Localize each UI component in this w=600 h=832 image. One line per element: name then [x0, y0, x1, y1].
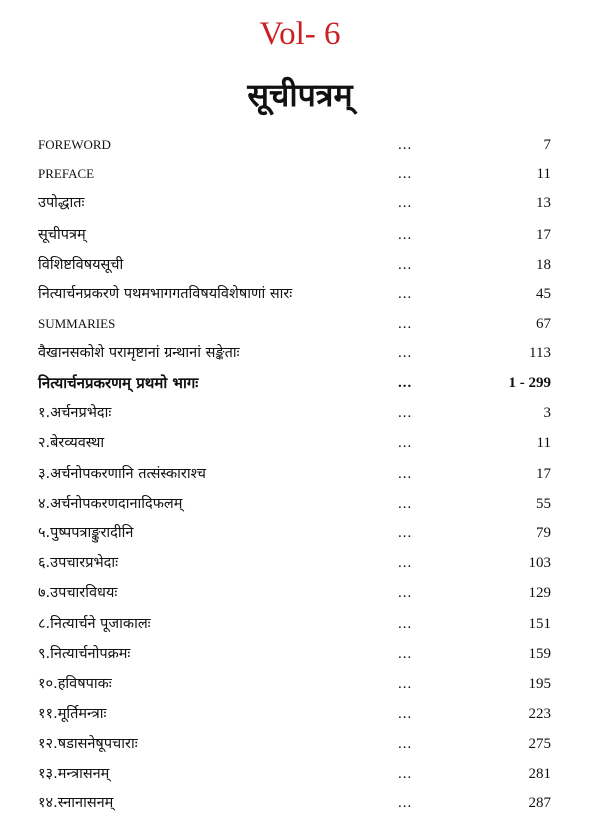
toc-entry — [0, 550, 600, 576]
toc-entry-page: 159 — [528, 646, 551, 662]
toc-entry-title: २.बेरव्यवस्था — [38, 435, 105, 451]
toc-entry-title: उपोद्धातः — [38, 195, 85, 211]
toc-entry-page: 13 — [536, 195, 551, 211]
toc-entry-title: ११.मूर्तिमन्त्राः — [38, 706, 107, 722]
toc-entry-title: PREFACE — [38, 166, 95, 181]
toc-entry-leader: ... — [398, 736, 413, 752]
toc-entry-leader: ... — [398, 555, 413, 571]
toc-entry-page: 103 — [528, 555, 551, 571]
toc-entry-leader: ... — [398, 195, 413, 211]
toc-entry-title: नित्यार्चनप्रकरणम् प्रथमो भागः — [38, 374, 199, 392]
toc-entry-title: १२.षडासनेषूपचाराः — [38, 736, 138, 752]
toc-section-heading — [0, 370, 600, 396]
toc-entry-leader: ... — [398, 616, 413, 632]
toc-entry-title: १४.स्नानासनम् — [38, 795, 114, 811]
toc-entry-title: नित्यार्चनप्रकरणे पथमभागगतविषयविशेषाणां सारः — [38, 286, 293, 302]
toc-entry-leader: ... — [398, 137, 413, 153]
volume-title: Vol- 6 — [259, 16, 341, 52]
toc-entry-page: 113 — [529, 345, 551, 361]
toc-entry — [0, 340, 600, 366]
toc-entry — [0, 491, 600, 517]
toc-entry-page: 55 — [536, 496, 551, 512]
toc-entry — [0, 281, 600, 307]
toc-entry — [0, 430, 600, 456]
toc-entry-page: 275 — [528, 736, 551, 752]
toc-entry-leader: ... — [398, 466, 413, 482]
toc-entry — [0, 611, 600, 637]
toc-entry-title: FOREWORD — [38, 137, 111, 152]
toc-entry-title: ७.उपचारविधयः — [38, 585, 118, 601]
toc-entry-title: SUMMARIES — [38, 316, 116, 331]
toc-entry — [0, 400, 600, 426]
toc-entry-page: 223 — [528, 706, 551, 722]
toc-entry — [0, 790, 600, 816]
toc-entry-title: ३.अर्चनोपकरणानि तत्संस्काराश्च — [38, 466, 206, 482]
page-heading: सूचीपत्रम् — [247, 76, 353, 114]
toc-entry-page: 79 — [536, 525, 551, 541]
toc-entry-leader: ... — [398, 496, 413, 512]
toc-entry-page: 11 — [536, 435, 551, 451]
toc-entry-title: ९.नित्यार्चनोपक्रमः — [38, 646, 131, 662]
toc-entry-page: 129 — [528, 585, 551, 601]
toc-entry — [0, 641, 600, 667]
toc-entry-page: 195 — [528, 676, 551, 692]
toc-entry-leader: ... — [398, 166, 413, 182]
toc-entry — [0, 731, 600, 757]
toc-entry-leader: ... — [398, 646, 413, 662]
toc-entry-page: 11 — [536, 166, 551, 182]
toc-entry-leader: ... — [398, 227, 413, 243]
toc-entry-leader: ... — [398, 286, 413, 302]
toc-entry-page: 281 — [528, 766, 551, 782]
toc-entry-title: ५.पुष्पपत्राङ्कुरादीनि — [38, 525, 134, 541]
toc-entry — [0, 580, 600, 606]
toc-entry-page: 3 — [543, 405, 551, 421]
toc-entry-page: 287 — [528, 795, 551, 811]
toc-entry-page: 18 — [536, 257, 551, 273]
toc-entry-title: सूचीपत्रम् — [38, 227, 86, 243]
toc-entry-leader: ... — [398, 375, 413, 391]
toc-entry-title: वैखानसकोशे परामृष्टानां ग्रन्थानां सङ्केताः — [38, 345, 240, 361]
toc-entry-page: 67 — [536, 316, 551, 332]
toc-entry-title: ८.नित्यार्चने पूजाकालः — [38, 616, 151, 632]
toc-entry-page: 7 — [543, 137, 551, 153]
toc-entry — [0, 161, 600, 187]
toc-entry-leader: ... — [398, 257, 413, 273]
toc-entry-title: ४.अर्चनोपकरणदानादिफलम् — [38, 496, 183, 512]
toc-entry-title: १.अर्चनप्रभेदाः — [38, 405, 112, 421]
toc-entry-page: 17 — [536, 227, 551, 243]
toc-entry-leader: ... — [398, 795, 413, 811]
toc-entry — [0, 222, 600, 248]
toc-entry-title: १०.हविषपाकः — [38, 676, 112, 692]
toc-entry-page: 45 — [536, 286, 551, 302]
toc-entry — [0, 701, 600, 727]
toc-entry-title: विशिष्टविषयसूची — [38, 257, 124, 273]
toc-entry — [0, 132, 600, 158]
toc-entry — [0, 311, 600, 337]
toc-entry-leader: ... — [398, 345, 413, 361]
toc-entry-title: १३.मन्त्रासनम् — [38, 766, 110, 782]
toc-entry-title: ६.उपचारप्रभेदाः — [38, 555, 119, 571]
toc-entry-leader: ... — [398, 316, 413, 332]
toc-entry-leader: ... — [398, 585, 413, 601]
toc-entry-leader: ... — [398, 706, 413, 722]
toc-entry — [0, 190, 600, 216]
toc-entry-leader: ... — [398, 525, 413, 541]
toc-entry-page: 151 — [528, 616, 551, 632]
toc-entry-leader: ... — [398, 405, 413, 421]
toc-entry — [0, 252, 600, 278]
toc-entry — [0, 761, 600, 787]
toc-entry-leader: ... — [398, 766, 413, 782]
toc-entry-leader: ... — [398, 435, 413, 451]
toc-entry — [0, 671, 600, 697]
toc-entry-page: 17 — [536, 466, 551, 482]
toc-entry — [0, 520, 600, 546]
toc-entry — [0, 461, 600, 487]
toc-entry-leader: ... — [398, 676, 413, 692]
toc-entry-page: 1 - 299 — [508, 375, 551, 391]
